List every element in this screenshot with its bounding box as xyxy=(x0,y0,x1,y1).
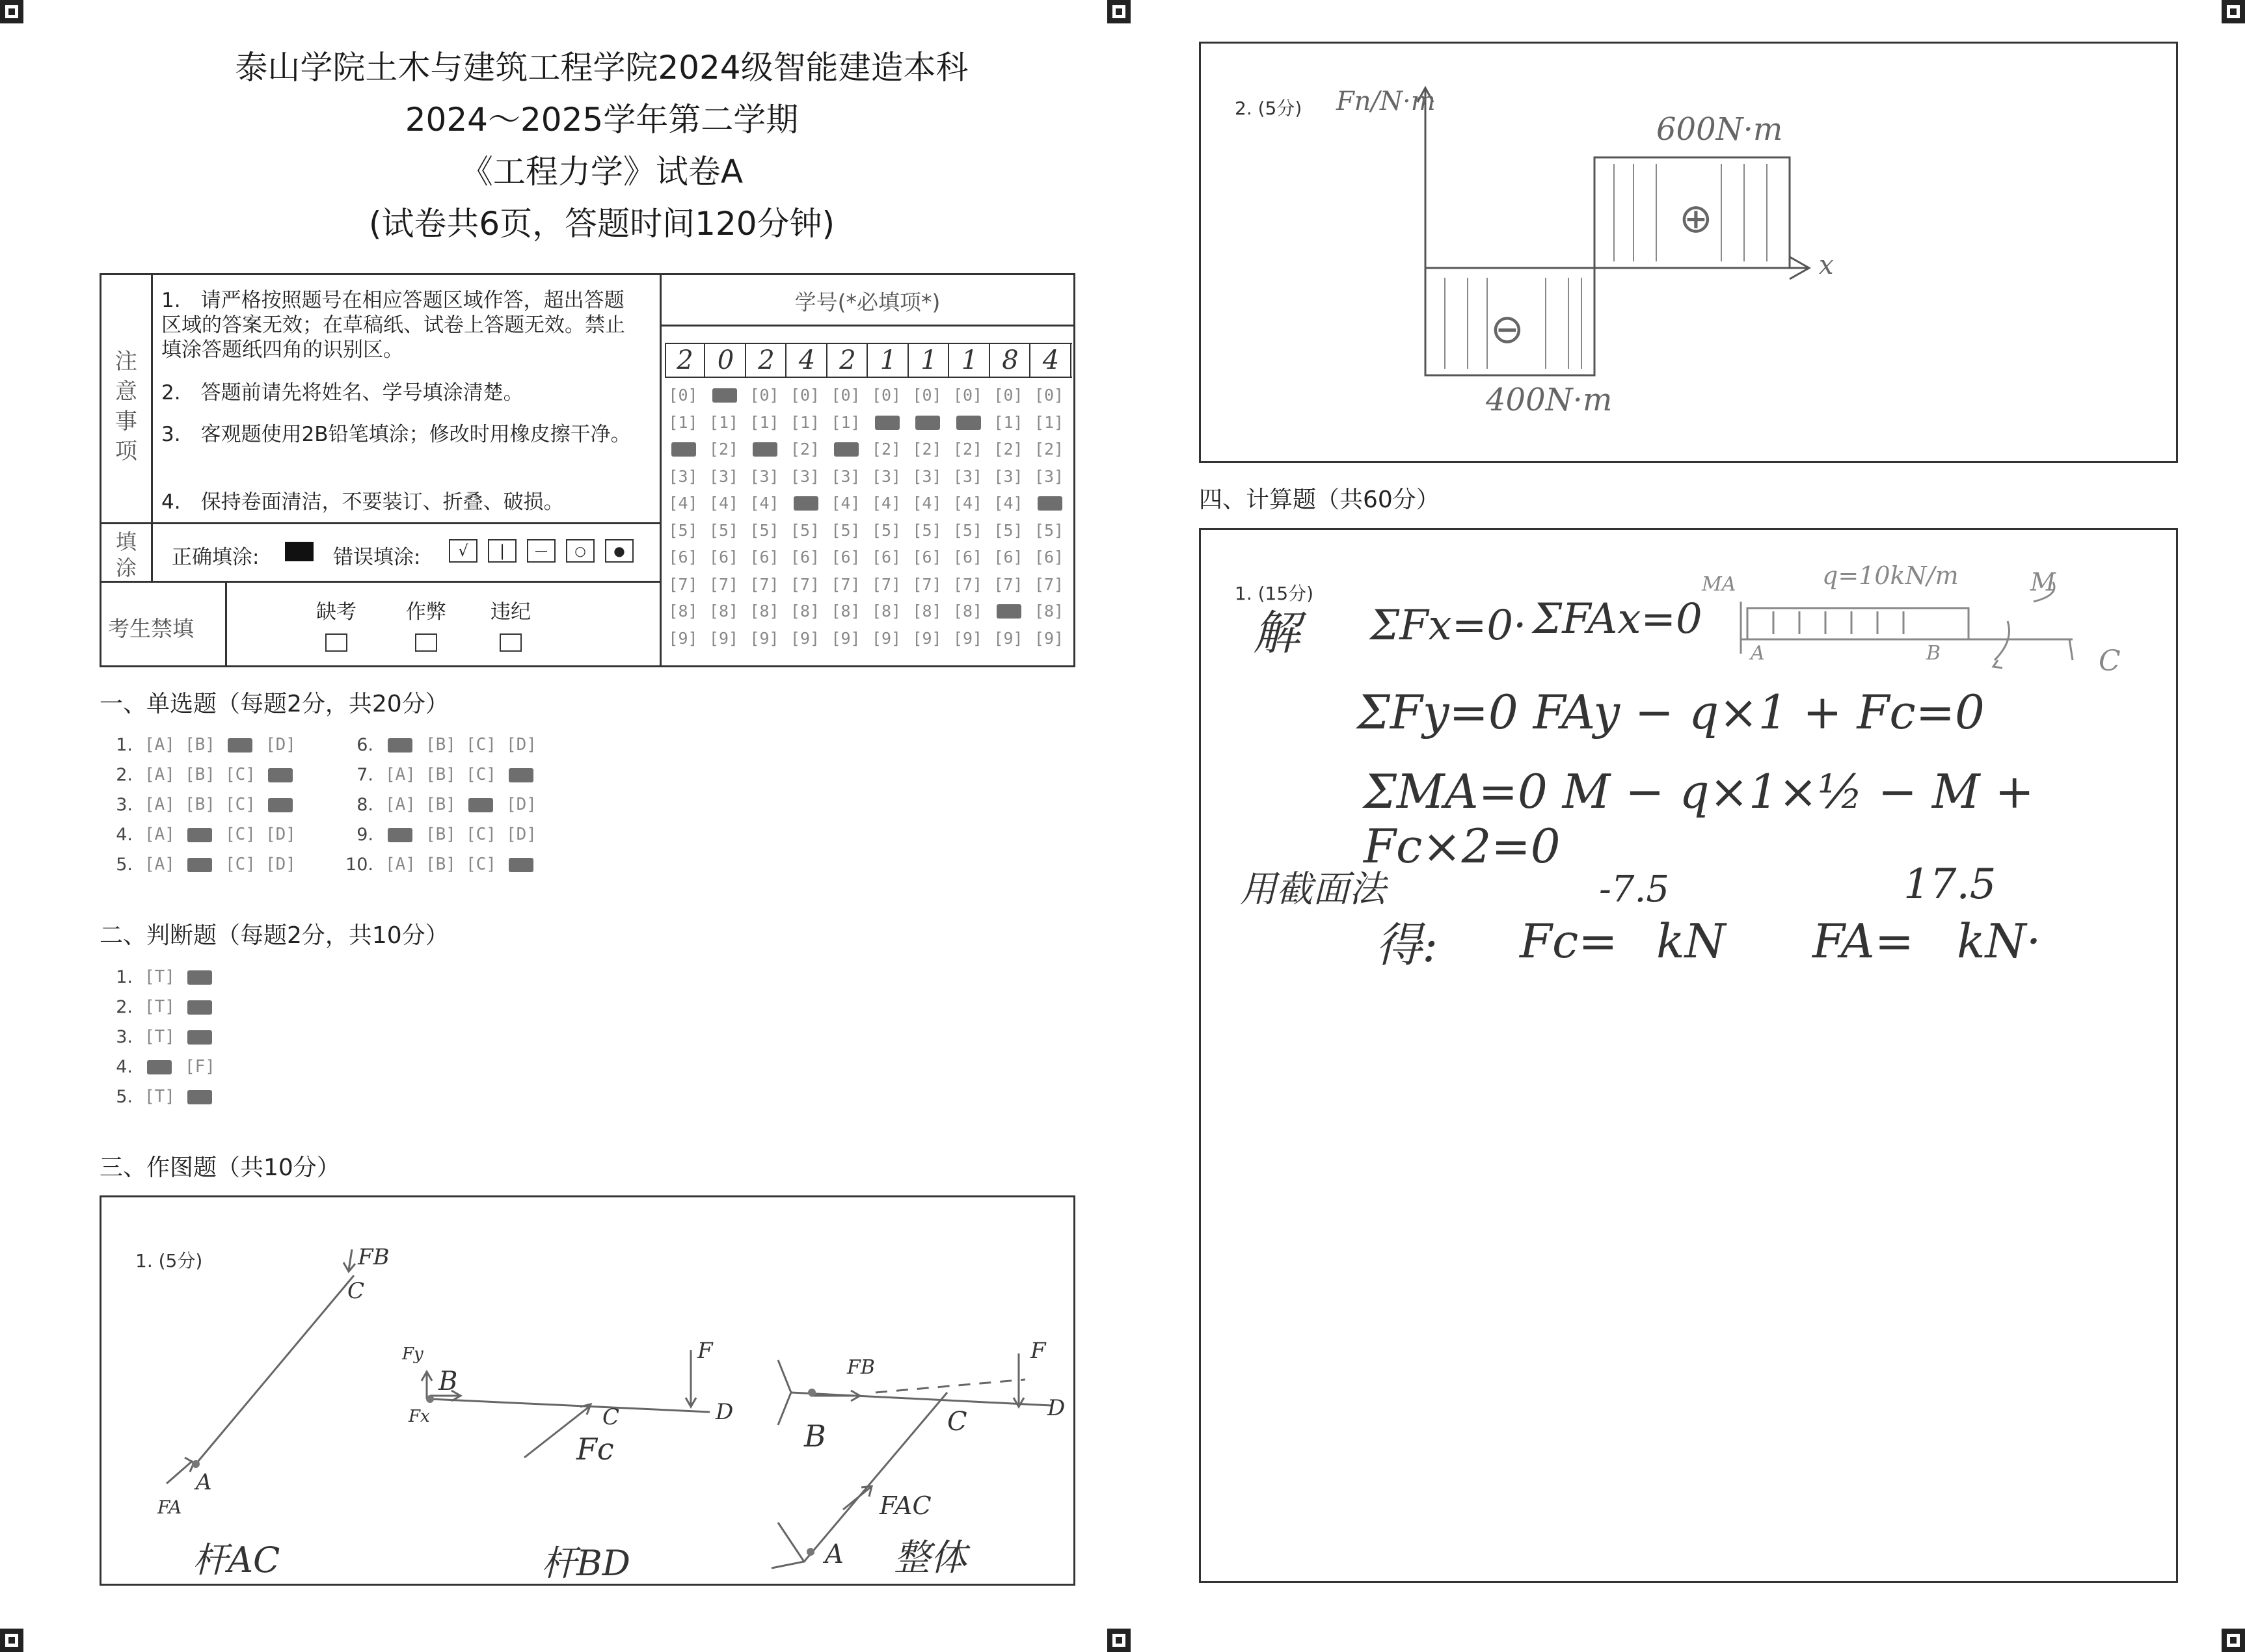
student-id-bubble[interactable]: [5] xyxy=(749,520,779,540)
student-id-digit: 2 xyxy=(666,344,705,377)
student-id-bubble[interactable]: [6] xyxy=(790,548,820,566)
fill-label: 填涂 xyxy=(115,529,137,580)
student-id-bubble[interactable]: [5] xyxy=(912,520,942,540)
true-false-number: 3. xyxy=(116,1027,133,1047)
calc-fc-eq: Fc= xyxy=(1520,914,1618,968)
single-choice-option[interactable]: [A] xyxy=(385,765,416,784)
single-choice-number: 5. xyxy=(116,855,133,875)
student-id-bubble[interactable]: [1] xyxy=(668,412,698,432)
calc-eq1a: ΣFx=0· xyxy=(1370,602,1527,650)
calc-eq1b: ΣFAx=0 xyxy=(1533,595,1702,643)
student-id-bubble[interactable]: [3] xyxy=(708,466,739,486)
violation-checkbox[interactable] xyxy=(500,633,522,652)
hw-fb2: FB xyxy=(847,1356,875,1379)
hw-c3: C xyxy=(947,1407,967,1437)
single-choice-number: 6. xyxy=(356,735,373,755)
student-id-digit: 8 xyxy=(991,344,1030,377)
single-choice-option[interactable]: [D] xyxy=(506,735,537,754)
single-choice-number: 3. xyxy=(116,795,133,815)
student-id-bubble[interactable]: [3] xyxy=(668,466,698,486)
calc-de: 得: xyxy=(1375,918,1438,972)
true-false-number: 2. xyxy=(116,997,133,1017)
hw-b2: B xyxy=(804,1419,826,1454)
student-id-bubble[interactable]: [1] xyxy=(708,412,739,432)
student-id-bubble[interactable]: [1] xyxy=(831,412,861,432)
calculation-answer-box xyxy=(1199,528,2178,1583)
exam-title-line4: (试卷共6页，答题时间120分钟) xyxy=(368,205,835,243)
single-choice-option[interactable]: [C] xyxy=(466,855,496,874)
single-choice-option[interactable] xyxy=(506,765,537,784)
calc-fa-value: 17.5 xyxy=(1903,860,1996,909)
calc-q-label: q=10kN/m xyxy=(1822,561,1959,590)
hw-fac: FAC xyxy=(880,1491,932,1520)
hw-d1: D xyxy=(716,1399,734,1425)
student-id-digits xyxy=(665,343,1072,378)
true-false-option[interactable] xyxy=(185,967,215,987)
student-id-bubble[interactable]: [3] xyxy=(993,466,1023,486)
single-choice-option[interactable] xyxy=(265,795,296,814)
single-choice-option[interactable]: [D] xyxy=(506,795,537,814)
true-false-option[interactable]: [T] xyxy=(144,1027,175,1046)
calc-q1-label: 1. (15分) xyxy=(1235,583,1314,604)
student-id-bubble[interactable]: [7] xyxy=(749,574,779,594)
correct-fill-label: 正确填涂: xyxy=(172,546,260,569)
student-id-bubble[interactable] xyxy=(827,440,864,459)
student-id-bubble[interactable]: [6] xyxy=(952,548,983,566)
student-id-bubble[interactable]: [2] xyxy=(790,440,820,459)
student-id-bubble[interactable]: [4] xyxy=(831,494,861,513)
true-false-number: 4. xyxy=(116,1057,133,1077)
student-id-bubble[interactable]: [4] xyxy=(912,494,942,513)
single-choice-option[interactable] xyxy=(385,825,416,844)
wrong-sample-bar: | xyxy=(488,539,517,563)
single-choice-option[interactable]: [B] xyxy=(425,795,456,814)
student-id-bubble[interactable]: [8] xyxy=(790,602,820,620)
student-id-bubble[interactable]: [4] xyxy=(871,494,902,513)
hw-f1: F xyxy=(697,1338,713,1364)
single-choice-option[interactable]: [D] xyxy=(265,855,296,874)
cheat-checkbox[interactable] xyxy=(415,633,437,652)
student-id-bubble[interactable]: [4] xyxy=(668,494,698,513)
free-body-diagrams xyxy=(101,1197,1073,1584)
single-choice-option[interactable]: [B] xyxy=(425,825,456,844)
hw-fb: FB xyxy=(358,1244,390,1270)
single-choice-option[interactable]: [B] xyxy=(185,795,215,814)
true-false-option[interactable]: [T] xyxy=(144,1087,175,1106)
calc-fa-eq: FA= xyxy=(1812,914,1915,968)
moment-diagram-box xyxy=(1199,42,2178,463)
single-choice-option[interactable]: [B] xyxy=(425,735,456,754)
student-id-bubble[interactable]: [7] xyxy=(993,574,1023,594)
student-id-bubble[interactable]: [5] xyxy=(831,520,861,540)
true-false-option[interactable]: [T] xyxy=(144,997,175,1017)
student-id-bubble[interactable]: [4] xyxy=(708,494,739,513)
single-choice-option[interactable]: [A] xyxy=(144,795,175,814)
forbidden-violation: 违纪 xyxy=(491,595,531,653)
student-id-bubble[interactable]: [7] xyxy=(871,574,902,594)
single-choice-option[interactable]: [A] xyxy=(385,795,416,814)
single-choice-answers xyxy=(111,735,631,891)
calc-fc-unit: kN xyxy=(1656,914,1726,968)
calc-ma-label: MA xyxy=(1702,573,1736,596)
corner-marker-bottom-center xyxy=(1107,1629,1131,1652)
student-id-bubble[interactable]: [0] xyxy=(871,386,902,405)
student-id-bubble[interactable]: [8] xyxy=(708,602,739,620)
single-choice-option[interactable] xyxy=(466,795,496,814)
hw-f2: F xyxy=(1030,1338,1046,1364)
student-id-bubble[interactable]: [0] xyxy=(668,386,698,405)
single-choice-option[interactable]: [D] xyxy=(506,825,537,844)
student-id-bubble[interactable]: [0] xyxy=(952,386,983,405)
student-id-digit: 2 xyxy=(747,344,786,377)
student-id-bubble[interactable]: [3] xyxy=(952,466,983,486)
student-id-digit: 4 xyxy=(788,344,827,377)
hw-rod-ac: 杆AC xyxy=(193,1539,280,1580)
forbidden-cheat: 作弊 xyxy=(406,595,446,653)
student-id-digit: 1 xyxy=(951,344,990,377)
student-id-digit: 0 xyxy=(707,344,746,377)
single-choice-number: 8. xyxy=(356,795,373,815)
single-choice-option[interactable]: [B] xyxy=(185,765,215,784)
student-id-bubble[interactable]: [1] xyxy=(749,412,779,432)
true-false-option[interactable]: [T] xyxy=(144,967,175,987)
student-id-bubble[interactable]: [8] xyxy=(1034,602,1064,620)
student-id-bubble[interactable]: [1] xyxy=(790,412,820,432)
student-id-bubble[interactable]: [8] xyxy=(912,602,942,620)
student-id-bubble[interactable]: [9] xyxy=(993,628,1023,648)
student-id-bubble[interactable] xyxy=(746,440,783,459)
student-id-bubble[interactable]: [5] xyxy=(708,520,739,540)
true-false-option[interactable] xyxy=(185,1087,215,1106)
student-id-bubble[interactable]: [0] xyxy=(993,386,1023,405)
hw-a1: A xyxy=(196,1469,212,1495)
single-choice-option[interactable] xyxy=(185,825,215,844)
single-choice-option[interactable] xyxy=(506,855,537,874)
student-id-bubble[interactable]: [1] xyxy=(993,412,1023,432)
wrong-sample-dot: ● xyxy=(605,539,634,563)
notice-item-2: 2. 答题前请先将姓名、学号填涂清楚。 xyxy=(161,381,524,405)
hw-whole: 整体 xyxy=(894,1537,967,1579)
student-id-bubble[interactable]: [2] xyxy=(1034,440,1064,459)
student-id-bubble[interactable]: [2] xyxy=(993,440,1023,459)
notice-item-3: 3. 客观题使用2B铅笔填涂；修改时用橡皮擦干净。 xyxy=(161,423,631,446)
student-id-digit: 1 xyxy=(870,344,909,377)
student-id-bubble[interactable]: [6] xyxy=(912,548,942,566)
student-id-bubble[interactable]: [0] xyxy=(831,386,861,405)
calc-jie: 解 xyxy=(1253,606,1300,660)
section4-heading: 四、计算题（共60分） xyxy=(1199,486,1440,513)
student-id-bubble[interactable]: [9] xyxy=(871,628,902,648)
corner-marker-top-left xyxy=(0,0,23,23)
hw-a2: A xyxy=(825,1539,844,1569)
single-choice-number: 7. xyxy=(356,765,373,785)
student-id-bubble[interactable]: [3] xyxy=(749,466,779,486)
calc-eq3: ΣMA=0 M − q×1×½ − M + Fc×2=0 xyxy=(1364,764,2034,873)
student-id-bubble[interactable]: [9] xyxy=(749,628,779,648)
true-false-number: 1. xyxy=(116,967,133,987)
student-id-bubble[interactable]: [5] xyxy=(1034,520,1064,540)
notice-item-4: 4. 保持卷面清洁，不要装订、折叠、破损。 xyxy=(161,490,564,514)
student-id-bubble[interactable]: [7] xyxy=(668,574,698,594)
calc-method: 用截面法 xyxy=(1240,868,1386,911)
hw-c2: C xyxy=(602,1404,620,1430)
single-choice-option[interactable] xyxy=(265,765,296,784)
student-id-bubble[interactable]: [7] xyxy=(831,574,861,594)
single-choice-option[interactable]: [C] xyxy=(225,795,256,814)
student-id-bubble[interactable] xyxy=(950,413,986,432)
single-choice-option[interactable]: [B] xyxy=(425,765,456,784)
section2-heading: 二、判断题（每题2分，共10分） xyxy=(100,922,449,949)
forbidden-label: 考生禁填 xyxy=(108,616,194,641)
hw-fc: Fc xyxy=(576,1432,614,1467)
student-id-bubble[interactable] xyxy=(868,413,905,432)
single-choice-number: 2. xyxy=(116,765,133,785)
single-choice-option[interactable]: [A] xyxy=(385,855,416,874)
student-id-bubble[interactable]: [5] xyxy=(993,520,1023,540)
single-choice-number: 9. xyxy=(356,825,373,845)
wrong-sample-check: √ xyxy=(449,539,477,563)
single-choice-option[interactable]: [B] xyxy=(185,735,215,754)
hw-fa: FA xyxy=(157,1497,182,1518)
single-choice-option[interactable]: [A] xyxy=(144,765,175,784)
single-choice-option[interactable] xyxy=(385,735,416,754)
absent-checkbox[interactable] xyxy=(325,633,347,652)
drawing-q1-label: 1. (5分) xyxy=(135,1250,203,1272)
hw-c1: C xyxy=(347,1278,365,1304)
diagram2-x-axis: x xyxy=(1819,250,1834,280)
single-choice-number: 10. xyxy=(345,855,373,875)
student-id-bubble-grid xyxy=(665,386,1075,659)
diagram2-plus-sign: ⊕ xyxy=(1679,194,1713,242)
student-id-bubble[interactable]: [9] xyxy=(1034,628,1064,648)
section3-heading: 三、作图题（共10分） xyxy=(100,1154,340,1181)
student-id-digit: 1 xyxy=(910,344,949,377)
hw-d2: D xyxy=(1047,1395,1066,1421)
single-choice-option[interactable]: [C] xyxy=(225,765,256,784)
student-id-bubble[interactable]: [9] xyxy=(790,628,820,648)
calc-eq2: ΣFy=0 FAy − q×1 + Fc=0 xyxy=(1357,685,1985,739)
diagram2-minus-sign: ⊖ xyxy=(1490,305,1524,353)
student-id-bubble[interactable]: [0] xyxy=(749,386,779,405)
calc-m-label: M xyxy=(2030,568,2056,596)
notice-item-1: 1. 请严格按照题号在相应答题区域作答，超出答题区域的答案无效；在草稿纸、试卷上答题无效。禁止填涂答题纸四角的识别区。 xyxy=(161,289,625,362)
hw-fy: Fy xyxy=(402,1344,423,1364)
student-id-bubble[interactable]: [3] xyxy=(831,466,861,486)
student-id-bubble[interactable] xyxy=(1031,494,1068,513)
corner-marker-top-center xyxy=(1107,0,1131,23)
student-id-bubble[interactable]: [5] xyxy=(668,520,698,540)
diagram2-top-value: 600N·m xyxy=(1656,111,1783,148)
calc-fc-value: -7.5 xyxy=(1599,868,1669,911)
student-id-label: 学号(*必填项*) xyxy=(794,289,941,315)
student-id-bubble[interactable]: [6] xyxy=(1034,548,1064,566)
single-choice-option[interactable]: [A] xyxy=(144,855,175,874)
true-false-option[interactable] xyxy=(185,997,215,1017)
student-id-bubble[interactable]: [9] xyxy=(831,628,861,648)
true-false-option[interactable]: [F] xyxy=(185,1057,215,1076)
student-id-bubble[interactable]: [6] xyxy=(831,548,861,566)
student-id-bubble[interactable]: [0] xyxy=(790,386,820,405)
student-id-bubble[interactable]: [7] xyxy=(952,574,983,594)
exam-title-line3: 《工程力学》试卷A xyxy=(460,153,744,191)
student-id-bubble[interactable]: [9] xyxy=(708,628,739,648)
true-false-option[interactable] xyxy=(185,1027,215,1046)
single-choice-option[interactable]: [C] xyxy=(225,825,256,844)
student-id-bubble[interactable]: [8] xyxy=(749,602,779,620)
hw-fx: Fx xyxy=(409,1407,430,1426)
exam-title-line2: 2024～2025学年第二学期 xyxy=(405,101,799,139)
student-id-bubble[interactable]: [0] xyxy=(912,386,942,405)
student-id-bubble[interactable]: [4] xyxy=(993,494,1023,513)
student-id-bubble[interactable]: [1] xyxy=(1034,412,1064,432)
hw-b1: B xyxy=(438,1366,458,1396)
student-id-bubble[interactable]: [3] xyxy=(912,466,942,486)
student-id-bubble[interactable]: [7] xyxy=(912,574,942,594)
student-id-bubble[interactable]: [0] xyxy=(1034,386,1064,405)
calc-a-label: A xyxy=(1751,642,1765,665)
true-false-answers xyxy=(111,967,306,1123)
forbidden-absent: 缺考 xyxy=(316,595,356,653)
student-id-bubble[interactable]: [2] xyxy=(912,440,942,459)
corner-marker-top-right xyxy=(2222,0,2245,23)
single-choice-option[interactable]: [D] xyxy=(265,825,296,844)
student-id-bubble[interactable]: [6] xyxy=(871,548,902,566)
student-id-bubble[interactable]: [8] xyxy=(668,602,698,620)
student-id-bubble[interactable]: [7] xyxy=(790,574,820,594)
wrong-fill-label: 错误填涂: xyxy=(333,546,421,569)
single-choice-option[interactable]: [C] xyxy=(466,765,496,784)
answer-sheet-header-box xyxy=(100,273,1075,667)
student-id-bubble[interactable]: [4] xyxy=(749,494,779,513)
true-false-option[interactable] xyxy=(144,1057,175,1076)
student-id-bubble[interactable]: [3] xyxy=(790,466,820,486)
student-id-bubble[interactable]: [2] xyxy=(708,440,739,459)
student-id-bubble[interactable]: [2] xyxy=(871,440,902,459)
student-id-digit: 2 xyxy=(829,344,868,377)
calc-c-label: C xyxy=(2099,645,2121,678)
student-id-bubble[interactable]: [9] xyxy=(952,628,983,648)
wrong-sample-dash: — xyxy=(527,539,556,563)
student-id-digit: 4 xyxy=(1032,344,1071,377)
hw-rod-bd: 杆BD xyxy=(541,1543,630,1584)
student-id-bubble[interactable]: [9] xyxy=(912,628,942,648)
student-id-bubble[interactable]: [7] xyxy=(1034,574,1064,594)
student-id-bubble[interactable]: [5] xyxy=(790,520,820,540)
wrong-sample-circle: ○ xyxy=(566,539,595,563)
student-id-bubble[interactable]: [7] xyxy=(708,574,739,594)
single-choice-option[interactable]: [B] xyxy=(425,855,456,874)
student-id-bubble[interactable]: [6] xyxy=(993,548,1023,566)
diagram2-y-axis: Fn/N·m xyxy=(1336,87,1436,116)
correct-fill-sample xyxy=(285,542,314,561)
calc-fa-unit: kN· xyxy=(1957,914,2041,968)
single-choice-option[interactable]: [C] xyxy=(466,735,496,754)
section1-heading: 一、单选题（每题2分，共20分） xyxy=(100,691,449,717)
student-id-bubble[interactable] xyxy=(665,440,701,459)
diagram2-bottom-value: 400N·m xyxy=(1486,382,1613,418)
student-id-bubble[interactable]: [8] xyxy=(831,602,861,620)
single-choice-option[interactable]: [C] xyxy=(466,825,496,844)
student-id-bubble[interactable]: [3] xyxy=(871,466,902,486)
single-choice-number: 4. xyxy=(116,825,133,845)
student-id-bubble[interactable]: [6] xyxy=(749,548,779,566)
student-id-bubble[interactable] xyxy=(909,413,945,432)
wrong-fill-samples xyxy=(449,539,634,563)
diagram2-label: 2. (5分) xyxy=(1235,98,1302,119)
single-choice-number: 1. xyxy=(116,735,133,755)
drawing-answer-box xyxy=(100,1195,1075,1586)
student-id-bubble[interactable] xyxy=(990,602,1027,620)
student-id-bubble[interactable]: [4] xyxy=(952,494,983,513)
student-id-bubble[interactable] xyxy=(706,386,742,405)
exam-title-line1: 泰山学院土木与建筑工程学院2024级智能建造本科 xyxy=(235,49,969,87)
student-id-bubble[interactable] xyxy=(787,494,824,513)
corner-marker-bottom-left xyxy=(0,1629,23,1652)
student-id-bubble[interactable]: [3] xyxy=(1034,466,1064,486)
student-id-bubble[interactable]: [6] xyxy=(708,548,739,566)
notice-label: 注意事项 xyxy=(115,349,137,464)
calc-b-label: B xyxy=(1926,642,1941,665)
single-choice-option[interactable]: [C] xyxy=(225,855,256,874)
true-false-number: 5. xyxy=(116,1087,133,1107)
student-id-bubble[interactable]: [8] xyxy=(952,602,983,620)
single-choice-option[interactable]: [D] xyxy=(265,735,296,754)
student-id-bubble[interactable]: [9] xyxy=(668,628,698,648)
single-choice-option[interactable] xyxy=(225,735,256,754)
student-id-bubble[interactable]: [6] xyxy=(668,548,698,566)
single-choice-option[interactable]: [A] xyxy=(144,735,175,754)
single-choice-option[interactable]: [A] xyxy=(144,825,175,844)
single-choice-option[interactable] xyxy=(185,855,215,874)
student-id-bubble[interactable]: [5] xyxy=(871,520,902,540)
corner-marker-bottom-right xyxy=(2222,1629,2245,1652)
student-id-bubble[interactable]: [5] xyxy=(952,520,983,540)
student-id-bubble[interactable]: [2] xyxy=(952,440,983,459)
student-id-bubble[interactable]: [8] xyxy=(871,602,902,620)
